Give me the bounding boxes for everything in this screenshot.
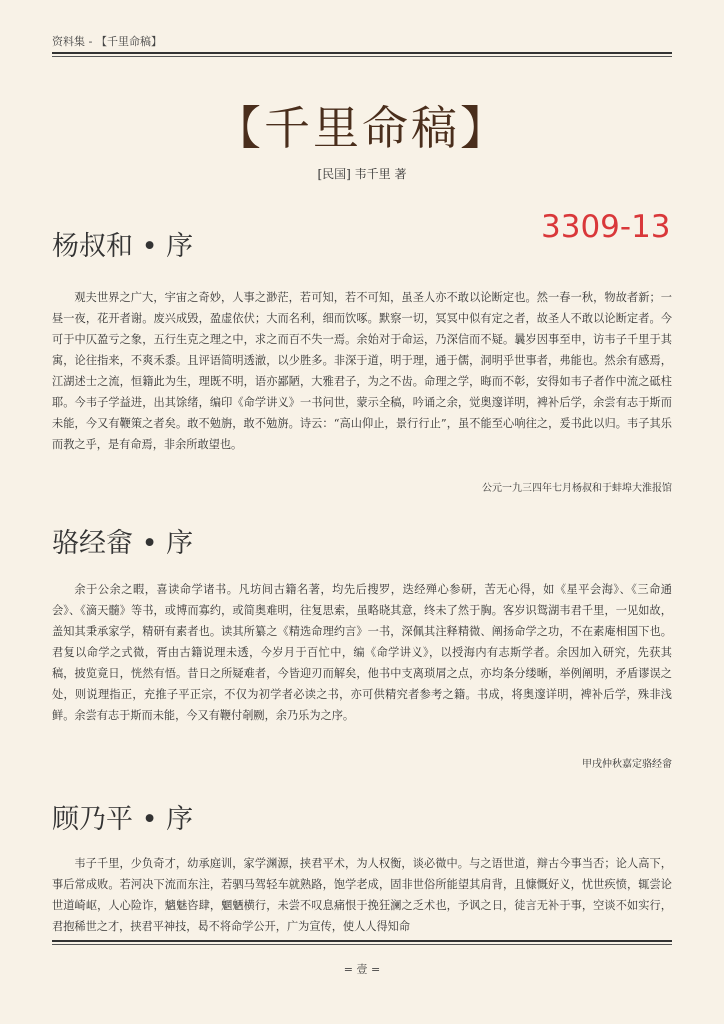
page-number: = 壹 = bbox=[343, 963, 381, 976]
document-header: 资料集 - 【千里命稿】 bbox=[52, 35, 162, 48]
section-body-gu: 韦子千里，少负奇才，幼承庭训，家学渊源，挟君平术，为人权衡，谈必微中。与之语世道，辩古今事当否；论人高下，事后常成败。若河决下流而东注，若驷马驾轻车就熟路，饱学老成，固非世俗所能望其肩背，且慷慨好义，忧世疾愤，辄尝论世道崎岖，人心险诈，魑魅咨肆，魍魉横行，未尝不叹息痛恨于挽狂澜之乏术也，予讽之日，徒言无补于事，空谈不如实行，君抱稀世之才，挟君平神技，曷不将命学公开，广为宣传，使人人得知命 bbox=[52, 857, 672, 933]
section-body-luo: 余于公余之暇，喜读命学诸书。凡坊间古籍名著，均先后搜罗，迭经殚心参研，苦无心得，如《星平会海》、《三命通会》、《滴天髓》等书，或博而寡约，或简奥难明，往复思索，虽略晓其意，终未了然于胸。客岁识鸳湖韦君千里，一见如故，盖知其秉承家学，精研有素者也。读其所纂之《精选命理约言》一书，深佩其注释精微、阐扬命学之功，不在素庵相国下也。君复以命学之式微，胥由古籍说理未透，今岁月于百忙中，编《命学讲义》，以授海内有志斯学者。余因加入研究，先获其稿，披览竟日，恍然有悟。昔日之所疑难者，今皆迎刃而解矣，他书中支离琐屑之点，亦均条分缕晰，举例阐明，矛盾谬误之处，则说理指正，充推子平正宗，不仅为初学者必读之书，亦可供精究者参考之籍。书成，将奥邃详明，裨补后学，殊非浅鲜。余尝有志于斯而未能，今又有鞭付剞劂，余乃乐为之序。 bbox=[52, 583, 672, 722]
section-title-yang: 杨叔和 • 序 bbox=[52, 231, 194, 262]
header-rule-thin bbox=[52, 56, 672, 57]
section-signature-luo: 甲戌仲秋嘉定骆经畲 bbox=[582, 759, 672, 770]
section-title-luo: 骆经畲 • 序 bbox=[52, 528, 194, 559]
footer-rule-thick bbox=[52, 940, 672, 942]
section-signature-yang: 公元一九三四年七月杨叔和于蚌埠大淮报馆 bbox=[482, 483, 672, 494]
section-body-yang: 观夫世界之广大，宇宙之奇妙，人事之渺茫，若可知，若不可知，虽圣人亦不敢以论断定也。然一春一秋，物故者新；一昼一夜，花开者谢。废兴成毁，盈虚依伏；大而名利，细而饮啄。默察一切，冥冥中似有定之者，故圣人不敢以论断定者。今可于中仄盈亏之象，五行生克之理之中，求之而百不失一焉。余始对于命运，乃深信而不疑。曩岁因事至申，访韦子千里于其寓，论往指来，不爽禾黍。且评语简明透澈，以少胜多。非深于道，明于理，通于儒，洞明乎世事者，弗能也。然余有感焉，江湖述士之流，恒籍此为生，理既不明，语亦鄙陋，大雅君子，为之不齿。命理之学，晦而不彰，安得如韦子者作中流之砥柱耶。今韦子学益进，出其馀绪，编印《命学讲义》一书问世，蒙示全稿，吟诵之余，觉奥邃详明，裨补后学，余尝有志于斯而未能，今又有鞭策之者矣。敢不勉旃，敢不勉旃。诗云：“高山仰止，景行行止”，虽不能至心响往之，爰书此以归。韦子其乐而教之乎，是有命焉，非余所敢望也。 bbox=[52, 291, 672, 451]
header-rule-thick bbox=[52, 52, 672, 54]
catalog-stamp: 3309-13 bbox=[541, 209, 671, 245]
footer-rule-thin bbox=[52, 944, 672, 945]
author-line: [民国] 韦千里 著 bbox=[317, 167, 407, 181]
book-title: 【千里命稿】 bbox=[215, 101, 509, 155]
section-title-gu: 顾乃平 • 序 bbox=[52, 804, 194, 835]
